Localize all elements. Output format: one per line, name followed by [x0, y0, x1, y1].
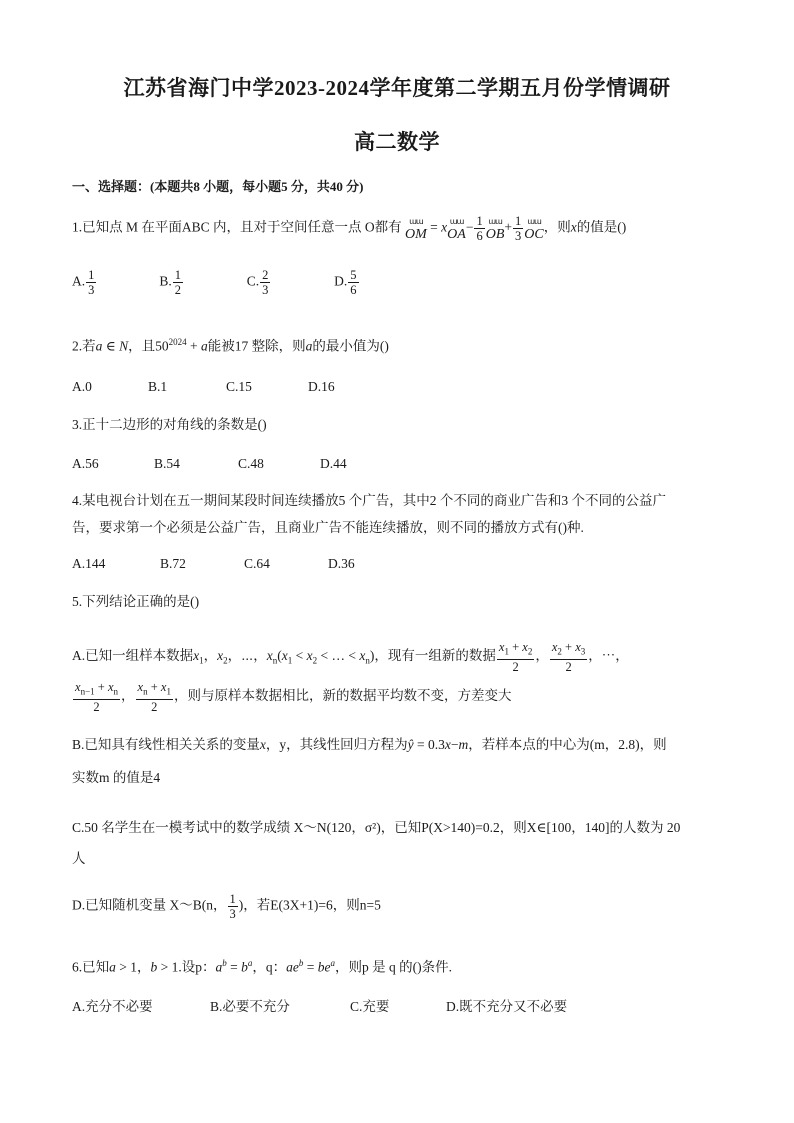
q4-option-b[interactable]: B.72 — [160, 556, 186, 571]
section-heading: 一、选择题：(本题共8 小题，每小题5 分，共40 分) — [72, 179, 364, 194]
question-6-stem: 6.已知a > 1，b > 1.设p：$a^b = b^a$，q：$ae^b = be^a$，则p 是 q 的()条件. — [72, 958, 452, 975]
q1-option-c[interactable]: C. $\frac{2}{3}$ — [246, 268, 269, 297]
question-5-stem: 5.下列结论正确的是() — [72, 594, 200, 609]
question-2-options — [72, 378, 335, 396]
question-1-stem: 1.已知点 M 在平面ABC 内，且对于空间任意一点 O都有 ɯɯ OM = x ɯɯ OA − $\frac{1}{6}$ ɯɯ OB + $\frac{1}{3}$ ɯɯ OC ，则x的值是() — [72, 214, 627, 243]
q5-option-a-line1[interactable]: A.已知一组样本数据$x_1$，$x_2$，⋯，$x_n(x_1 < x_2$ < … < $x_n$)，现有一组新的数据 $\frac{x_1 + x_2}{2}$ ， $\frac{x_2 + x_3}{2}$ ，⋯， — [72, 640, 629, 674]
question-6-options — [72, 998, 567, 1016]
q4-option-d[interactable]: D.36 — [328, 556, 355, 571]
fraction-x2-x3: $\frac{x_2 + x_3}{2}$ — [551, 640, 586, 674]
question-2-stem: 2.若a ∈ N，且$50^{2024} + a$能被17 整除，则a的最小值为() — [72, 337, 389, 354]
q3-option-d[interactable]: D.44 — [320, 456, 347, 471]
q5-option-c-line1[interactable]: C.50 名学生在一模考试中的数学成绩 X～N(120，σ²)，已知P(X>140)=0.2，则X∈[100，140]的人数为 20 — [72, 820, 681, 835]
fraction-one-sixth: $\frac{1}{6}$ — [476, 214, 483, 243]
question-3-stem: 3.正十二边形的对角线的条数是() — [72, 417, 267, 432]
question-4-options — [72, 555, 355, 573]
q5-option-d[interactable]: D.已知随机变量 X～B(n， $\frac{1}{3}$ )，若E(3X+1)=6，则n=5 — [72, 892, 381, 921]
q6-option-c[interactable]: C.充要 — [350, 999, 390, 1014]
q1-option-b[interactable]: B. $\frac{1}{2}$ — [159, 268, 182, 297]
question-4-stem-line1: 4.某电视台计划在五一期间某段时间连续播放5 个广告，其中2 个不同的商业广告和3 个不同的公益广 — [72, 493, 666, 508]
q5-option-b-line1[interactable]: B.已知具有线性相关关系的变量x，y，其线性回归方程为ŷ = 0.3x−m，若样本点的中心为(m，2.8)，则 — [72, 737, 667, 752]
fraction-one-third-d: $\frac{1}{3}$ — [229, 892, 236, 921]
exam-subject: 高二数学 — [354, 130, 440, 154]
q4-option-a[interactable]: A.144 — [72, 556, 106, 571]
exam-title: 江苏省海门中学2023-2024学年度第二学期五月份学情调研 — [123, 76, 671, 100]
fraction-xn1-xn: $\frac{x_{n-1} + x_n}{2}$ — [75, 680, 119, 714]
q5-option-b-line2: 实数m 的值是4 — [72, 770, 161, 785]
vector-oa: ɯɯ OA — [447, 217, 466, 242]
q6-option-b[interactable]: B.必要不充分 — [210, 999, 290, 1014]
vector-oc: ɯɯ OC — [524, 217, 544, 242]
q3-option-b[interactable]: B.54 — [154, 456, 180, 471]
fraction-one-third: $\frac{1}{3}$ — [515, 214, 522, 243]
q2-option-a[interactable]: A.0 — [72, 379, 92, 394]
fraction-xn-x1: $\frac{x_n + x_1}{2}$ — [137, 680, 171, 714]
q5-option-a-line2: $\frac{x_{n-1} + x_n}{2}$ ， $\frac{x_n + x_1}{2}$ ，则与原样本数据相比，新的数据平均数不变，方差变大 — [75, 680, 512, 714]
question-3-options — [72, 455, 347, 473]
q5-option-c-line2: 人 — [72, 851, 86, 866]
fraction-x1-x2: $\frac{x_1 + x_2}{2}$ — [498, 640, 533, 674]
question-1-options — [72, 268, 360, 297]
q2-option-b[interactable]: B.1 — [148, 379, 168, 394]
q6-option-d[interactable]: D.既不充分又不必要 — [446, 999, 568, 1014]
q2-option-d[interactable]: D.16 — [308, 379, 335, 394]
q6-option-a[interactable]: A.充分不必要 — [72, 999, 153, 1014]
vector-ob: ɯɯ OB — [485, 217, 505, 242]
q2-option-c[interactable]: C.15 — [226, 379, 252, 394]
q1-option-d[interactable]: D. $\frac{5}{6}$ — [334, 268, 357, 297]
q1-option-a[interactable]: A. $\frac{1}{3}$ — [72, 268, 95, 297]
q4-option-c[interactable]: C.64 — [244, 556, 270, 571]
q3-option-c[interactable]: C.48 — [238, 456, 264, 471]
vector-om: ɯɯ OM — [405, 217, 427, 242]
q3-option-a[interactable]: A.56 — [72, 456, 99, 471]
question-4-stem-line2: 告，要求第一个必须是公益广告，且商业广告不能连续播放，则不同的播放方式有()种. — [72, 520, 584, 535]
